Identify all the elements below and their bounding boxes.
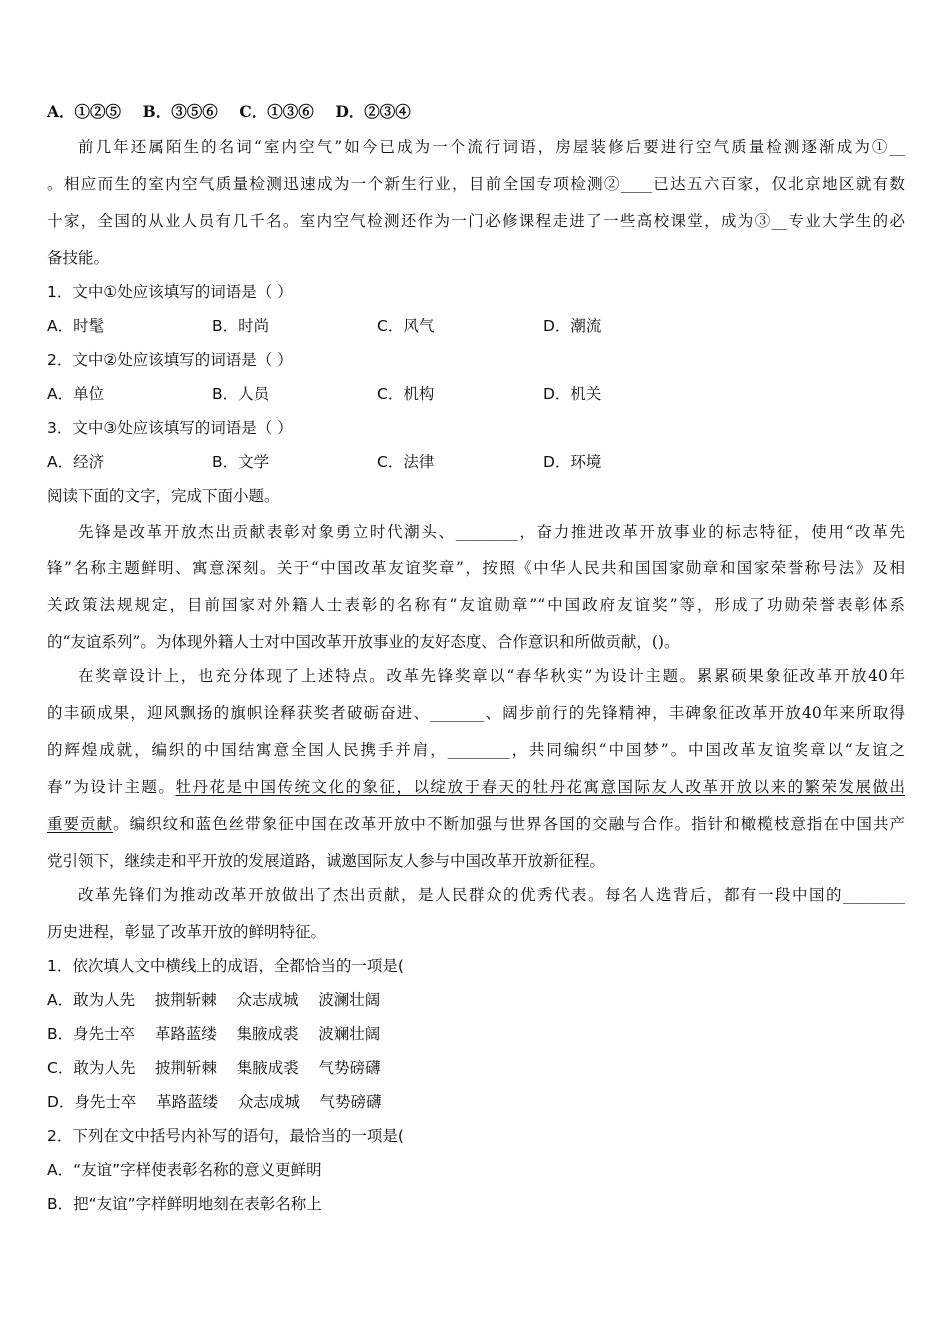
choice-d-value: ②③④ [364,102,411,121]
question-option: B．把“友谊”字样鲜明地刻在表彰名称上 [47,1195,322,1213]
passage2-line: 的“友谊系列”。为体现外籍人士对中国改革开放事业的友好态度、合作意识和所做贡献，()。 [47,633,680,651]
question-option: A．单位 [47,385,105,403]
question-stem: 2．文中②处应该填写的词语是（ ） [47,351,293,369]
choice-c-value: ①③⑥ [267,102,314,121]
question-option: A．经济 [47,453,105,471]
question-option: C．敢为人先 披荆斩棘 集腋成裘 气势磅礴 [47,1059,381,1077]
question-option: D．机关 [543,385,602,403]
passage2-text: 。编织纹和蓝色丝带象征中国在改革开放中不断加强与世界各国的交融与合作。指针和橄榄枝意指在中国共产 [113,815,905,833]
choice-b-label: B． [142,102,172,121]
answer-choices-line [47,102,411,122]
question-option: A．敢为人先 披荆斩棘 众志成城 波澜壮阔 [47,991,381,1009]
question-option: C．风气 [377,317,435,335]
question-option: A．时髦 [47,317,105,335]
passage1-line: 前几年还属陌生的名词“室内空气”如今已成为一个流行词语，房屋装修后要进行空气质量检测逐渐成为①__ [78,138,905,156]
question-stem: 1．文中①处应该填写的词语是（ ） [47,283,293,301]
choice-b-value: ③⑤⑥ [171,102,218,121]
passage2-line: 先锋是改革开放杰出贡献表彰对象勇立时代潮头、________，奋力推进改革开放事业的标志特征，使用“改革先 [78,523,905,541]
question-option: A．“友谊”字样使表彰名称的意义更鲜明 [47,1161,322,1179]
question-option: B．身先士卒 革路蓝缕 集腋成裘 波斓壮阔 [47,1025,381,1043]
passage1-line: 备技能。 [47,249,110,267]
question-stem: 1．依次填人文中横线上的成语，全都恰当的一项是( [47,957,404,975]
passage1-line: 十家，全国的从业人员有几千名。室内空气检测还作为一门必修课程走进了一些高校课堂，成为③__专业大学生的必 [47,212,905,230]
passage2-line: 改革先锋们为推动改革开放做出了杰出贡献，是人民群众的优秀代表。每名人选背后，都有一段中国的________ [78,886,905,904]
question-option: B．人员 [212,385,270,403]
passage2-text: 春”为设计主题。 [47,778,176,796]
choice-c-label: C． [239,102,268,121]
choice-d-label: D． [335,102,365,121]
question-option: D．潮流 [543,317,602,335]
question-option: D．环境 [543,453,602,471]
choice-a-label: A． [47,102,75,121]
question-option: C．机构 [377,385,435,403]
passage2-line: 关政策法规规定，目前国家对外籍人士表彰的名称有“友谊勋章”“中国政府友谊奖”等，形成了功勋荣誉表彰体系 [47,596,905,614]
reading-instruction: 阅读下面的文字，完成下面小题。 [47,487,280,505]
passage2-line: 在奖章设计上，也充分体现了上述特点。改革先锋奖章以“春华秋实”为设计主题。累累硕果象征改革开放40年 [78,667,905,685]
underlined-sentence: 牡丹花是中国传统文化的象征，以绽放于春天的牡丹花寓意国际友人改革开放以来的繁荣发展做出 [175,778,905,796]
passage2-line: 的辉煌成就，编织的中国结寓意全国人民携手并肩，________，共同编织“中国梦”。中国改革友谊奖章以“友谊之 [47,741,905,759]
passage2-line: 锋”名称主题鲜明、寓意深刻。关于“中国改革友谊奖章”，按照《中华人民共和国国家勋章和国家荣誉称号法》及相 [47,559,905,577]
question-option: B．时尚 [212,317,270,335]
passage2-line: 历史进程，彰显了改革开放的鲜明特征。 [47,923,327,941]
question-stem: 2．下列在文中括号内补写的语句，最恰当的一项是( [47,1127,404,1145]
question-option: C．法律 [377,453,435,471]
choice-a-value: ①②⑤ [74,102,122,121]
passage2-line [47,814,905,834]
passage2-line: 党引领下，继续走和平开放的发展道路，诚邀国际友人参与中国改革开放新征程。 [47,852,606,870]
passage2-line: 的丰硕成果，迎风飘扬的旗帜诠释获奖者破砺奋进、_______、阔步前行的先锋精神，丰碑象征改革开放40年来所取得 [47,704,905,722]
passage2-line [47,777,905,797]
question-option: B．文学 [212,453,270,471]
question-option: D．身先士卒 革路蓝缕 众志成城 气势磅礴 [47,1093,382,1111]
passage1-line: 。相应而生的室内空气质量检测迅速成为一个新生行业，目前全国专项检测②____已达五六百家，仅北京地区就有数 [47,175,905,193]
question-stem: 3．文中③处应该填写的词语是（ ） [47,419,293,437]
underlined-sentence: 重要贡献 [47,815,114,833]
